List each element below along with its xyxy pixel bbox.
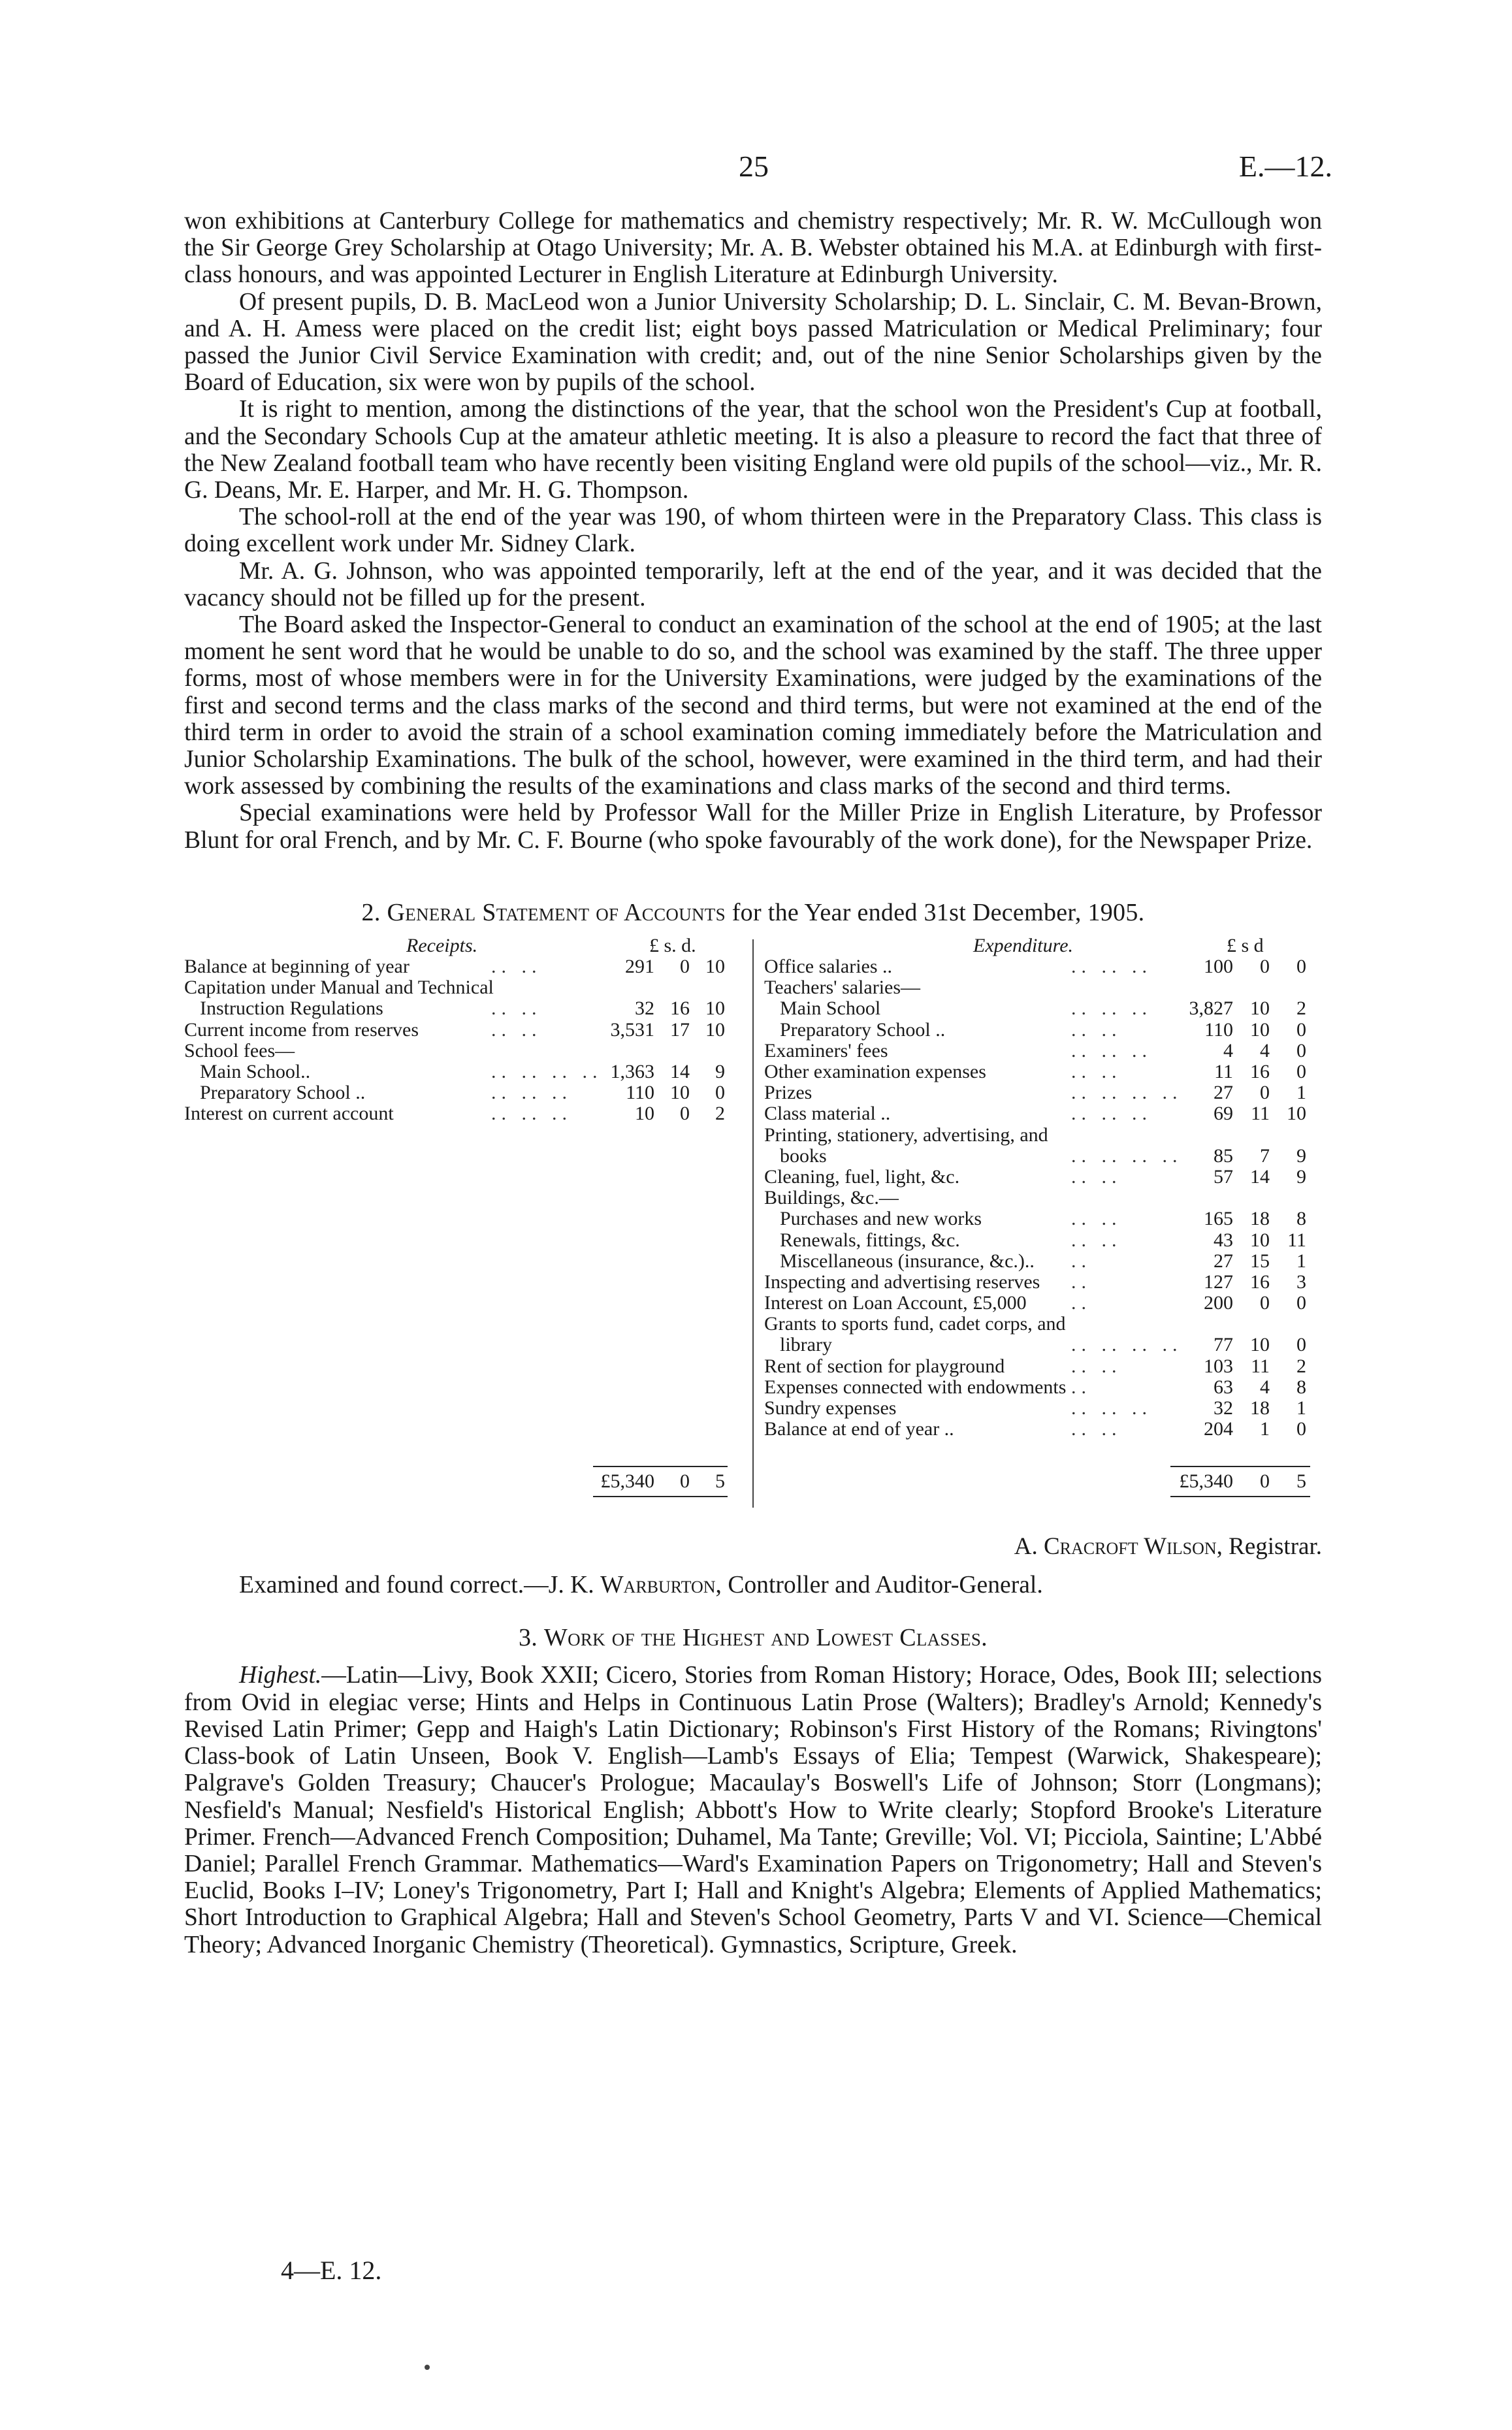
row-pounds: 69	[1214, 1103, 1233, 1125]
work-paragraph	[184, 1662, 1322, 1958]
row-description: Preparatory School ..	[780, 1018, 946, 1041]
row-description: Cleaning, fuel, light, &c.	[764, 1165, 960, 1188]
row-shillings: 16	[1250, 1271, 1270, 1293]
paragraph: Special examinations were held by Professor Wall for the Miller Prize in English Literature, by Professor Blunt for oral French, and by Mr. C. F. Bourne (who spoke favourably of the work done), for the Newspaper Prize.	[184, 800, 1322, 854]
row-shillings: 15	[1250, 1250, 1270, 1272]
row-pence: 0	[715, 1082, 725, 1104]
row-description: Buildings, &c.—	[764, 1187, 899, 1209]
account-row	[764, 1082, 1322, 1103]
row-shillings: 18	[1250, 1208, 1270, 1230]
account-row	[764, 998, 1322, 1019]
row-description: library	[780, 1334, 832, 1356]
row-pence: 1	[1296, 1397, 1306, 1419]
account-row	[764, 977, 1322, 998]
auditor-name: Warburton	[600, 1572, 716, 1599]
paragraph: The Board asked the Inspector-General to conduct an examination of the school at the end of 1905; at the last moment he sent word that he would be unable to do so, and the school was examined by the staff. The three upper forms, most of whose members were in for the University Examinations, were judged by the examinations of the first and second terms and the class marks of the second and third terms, but were not examined at the end of the third term in order to avoid the strain of a school examination coming immediately before the Matriculation and Junior Scholarship Examinations. The bulk of the school, however, were examined in the third term, and had their work assessed by combining the results of the examinations and class marks of the second and third terms.	[184, 611, 1322, 800]
row-pence: 2	[1296, 997, 1306, 1020]
registrar-title: , Registrar.	[1216, 1533, 1322, 1561]
account-row	[764, 1167, 1322, 1188]
receipts-total-shillings: 0	[680, 1470, 690, 1493]
row-description: Prizes	[764, 1082, 812, 1104]
expenditure-total-pounds: £5,340	[1179, 1470, 1233, 1493]
row-description: Interest on current account	[184, 1103, 394, 1125]
receipts-label: Receipts.	[406, 935, 478, 957]
receipts-total-pence: 5	[715, 1470, 725, 1493]
account-row	[764, 1061, 1322, 1082]
row-pounds: 100	[1204, 956, 1233, 978]
row-leader: .. ..	[1071, 1355, 1122, 1377]
row-shillings: 10	[1250, 1018, 1270, 1041]
row-leader: .. .. .. ..	[1071, 1082, 1183, 1104]
row-shillings: 7	[1260, 1144, 1270, 1167]
row-description: Purchases and new works	[780, 1208, 982, 1230]
row-pence: 10	[705, 1018, 725, 1041]
receipts-column	[184, 935, 746, 1125]
row-shillings: 0	[680, 956, 690, 978]
expenditure-total-double-rule	[1170, 1496, 1310, 1497]
row-pounds: 57	[1214, 1165, 1233, 1188]
expenditure-column	[764, 935, 1322, 1440]
receipts-total-pounds: £5,340	[600, 1470, 654, 1493]
row-leader: .. ..	[1071, 1165, 1122, 1188]
row-shillings: 16	[1250, 1061, 1270, 1083]
row-leader: .. .. .. ..	[491, 1061, 603, 1083]
account-row	[184, 1082, 746, 1103]
row-shillings: 10	[1250, 1334, 1270, 1356]
speck	[425, 2365, 430, 2370]
expenditure-total-pence: 5	[1296, 1470, 1306, 1493]
expenditure-total-shillings: 0	[1260, 1470, 1270, 1493]
row-pence: 2	[1296, 1355, 1306, 1377]
row-description: Instruction Regulations	[200, 997, 383, 1020]
row-description: Current income from reserves	[184, 1018, 419, 1041]
row-leader: .. .. ..	[491, 1082, 572, 1104]
row-pence: 8	[1296, 1208, 1306, 1230]
row-shillings: 14	[1250, 1165, 1270, 1188]
row-shillings: 4	[1260, 1039, 1270, 1061]
receipts-rows	[184, 956, 746, 1125]
row-pounds: 27	[1214, 1250, 1233, 1272]
signature-mark: 4—E. 12.	[281, 2256, 382, 2285]
account-row	[764, 1272, 1322, 1293]
receipts-total-double-rule	[593, 1496, 728, 1497]
paragraph: Mr. A. G. Johnson, who was appointed temporarily, left at the end of the year, and it was decided that the vacancy should not be filled up for the present.	[184, 557, 1322, 611]
registrar-name: A. Cracroft Wilson	[1014, 1533, 1217, 1561]
row-description: Class material ..	[764, 1103, 891, 1125]
row-pounds: 43	[1214, 1229, 1233, 1251]
row-description: Office salaries ..	[764, 956, 893, 978]
account-row	[184, 998, 746, 1019]
column-divider	[752, 939, 754, 1508]
row-pounds: 200	[1204, 1292, 1233, 1314]
row-leader: .. ..	[1071, 1229, 1122, 1251]
row-pence: 11	[1287, 1229, 1306, 1251]
receipts-header	[184, 935, 746, 956]
row-pounds: 11	[1214, 1061, 1233, 1083]
paragraph: won exhibitions at Canterbury College for mathematics and chemistry respectively; Mr. R. W. McCullough won the Sir George Grey Scholarship at Otago University; Mr. A. B. Webster obtained his M.A. at Edinburgh with first-class honours, and was appointed Lecturer in English Literature at Edinburgh University.	[184, 208, 1322, 289]
row-shillings: 1	[1260, 1418, 1270, 1440]
row-description: Inspecting and advertising reserves	[764, 1271, 1040, 1293]
row-shillings: 4	[1260, 1376, 1270, 1398]
row-leader: .. .. ..	[1071, 997, 1152, 1020]
account-row	[764, 1293, 1322, 1314]
row-shillings: 14	[670, 1061, 690, 1083]
row-description: Interest on Loan Account, £5,000	[764, 1292, 1027, 1314]
work-heading	[184, 1625, 1322, 1651]
expenditure-rows	[764, 956, 1322, 1440]
row-pounds: 3,531	[610, 1018, 654, 1041]
row-leader: .. .. .. ..	[1071, 1144, 1183, 1167]
row-pence: 10	[1287, 1103, 1306, 1125]
row-pounds: 32	[635, 997, 654, 1020]
account-row	[764, 1230, 1322, 1251]
row-pence: 10	[705, 997, 725, 1020]
account-row	[764, 1125, 1322, 1146]
row-leader: ..	[1071, 1250, 1091, 1272]
accounts-heading-suffix: for the Year ended 31st December, 1905.	[725, 898, 1145, 926]
account-row	[764, 1377, 1322, 1398]
row-leader: .. ..	[1071, 1418, 1122, 1440]
row-description: Grants to sports fund, cadet corps, and	[764, 1313, 1066, 1335]
account-row	[764, 1188, 1322, 1208]
accounts-heading-title: General Statement of Accounts	[387, 898, 726, 926]
row-leader: ..	[1071, 1271, 1091, 1293]
account-row	[764, 1356, 1322, 1377]
row-description: Examiners' fees	[764, 1039, 888, 1061]
account-row	[764, 1020, 1322, 1041]
expenditure-currency: £ s d	[1227, 935, 1264, 957]
account-row	[184, 977, 746, 998]
row-description: Renewals, fittings, &c.	[780, 1229, 960, 1251]
account-row	[184, 1103, 746, 1124]
work-heading-number: 3.	[519, 1624, 544, 1652]
row-shillings: 10	[1250, 1229, 1270, 1251]
row-description: Balance at beginning of year	[184, 956, 410, 978]
account-row	[764, 956, 1322, 977]
row-description: School fees—	[184, 1039, 295, 1061]
row-pounds: 77	[1214, 1334, 1233, 1356]
work-label: Highest.	[239, 1662, 322, 1689]
row-pence: 0	[1296, 1418, 1306, 1440]
account-row	[764, 1208, 1322, 1229]
row-pence: 2	[715, 1103, 725, 1125]
row-leader: .. ..	[491, 1018, 542, 1041]
row-pounds: 4	[1223, 1039, 1233, 1061]
receipts-total	[184, 1471, 746, 1492]
expenditure-total-rule	[1170, 1466, 1310, 1467]
auditor-suffix: , Controller and Auditor-General.	[715, 1572, 1043, 1599]
row-description: Rent of section for playground	[764, 1355, 1005, 1377]
account-row	[184, 956, 746, 977]
row-leader: .. ..	[1071, 1018, 1122, 1041]
row-description: books	[780, 1144, 827, 1167]
row-leader: ..	[1071, 1376, 1091, 1398]
row-pence: 10	[705, 956, 725, 978]
row-pounds: 127	[1204, 1271, 1233, 1293]
page-body	[184, 208, 1322, 1958]
expenditure-label: Expenditure.	[973, 935, 1074, 957]
row-pounds: 165	[1204, 1208, 1233, 1230]
row-shillings: 0	[1260, 1082, 1270, 1104]
expenditure-header	[764, 935, 1322, 956]
page-number: 25	[739, 150, 769, 183]
account-row	[764, 1251, 1322, 1272]
row-pounds: 63	[1214, 1376, 1233, 1398]
row-shillings: 18	[1250, 1397, 1270, 1419]
page-header	[0, 149, 1512, 188]
row-shillings: 11	[1251, 1103, 1270, 1125]
row-shillings: 10	[1250, 997, 1270, 1020]
row-description: Balance at end of year ..	[764, 1418, 954, 1440]
row-leader: .. ..	[491, 956, 542, 978]
expenditure-total	[764, 1471, 1322, 1492]
row-pounds: 3,827	[1189, 997, 1233, 1020]
accounts-heading	[184, 899, 1322, 926]
paragraph: The school-roll at the end of the year was 190, of whom thirteen were in the Preparatory Class. This class is doing excellent work under Mr. Sidney Clark.	[184, 504, 1322, 558]
row-shillings: 16	[670, 997, 690, 1020]
row-pence: 0	[1296, 1292, 1306, 1314]
row-leader: .. ..	[491, 997, 542, 1020]
row-pounds: 1,363	[610, 1061, 654, 1083]
row-description: Teachers' salaries—	[764, 977, 921, 999]
row-leader: .. .. ..	[491, 1103, 572, 1125]
row-pence: 1	[1296, 1082, 1306, 1104]
account-row	[764, 1103, 1322, 1124]
row-pence: 8	[1296, 1376, 1306, 1398]
paragraph: Of present pupils, D. B. MacLeod won a Junior University Scholarship; D. L. Sinclair, C. M. Bevan-Brown, and A. H. Amess were placed on the credit list; eight boys passed Matriculation or Medical Preliminary; four passed the Junior Civil Service Examination with credit; and, out of the nine Senior Scholarships given by the Board of Education, six were won by pupils of the school.	[184, 288, 1322, 397]
row-pence: 0	[1296, 1018, 1306, 1041]
account-row	[184, 1020, 746, 1041]
row-pence: 9	[1296, 1144, 1306, 1167]
row-description: Capitation under Manual and Technical	[184, 977, 494, 999]
row-leader: .. .. ..	[1071, 1103, 1152, 1125]
row-leader: .. ..	[1071, 1208, 1122, 1230]
work-heading-title: Work of the Highest and Lowest Classes.	[543, 1624, 988, 1652]
receipts-currency: £ s. d.	[649, 935, 696, 957]
row-pence: 9	[1296, 1165, 1306, 1188]
account-row	[764, 1041, 1322, 1061]
row-pounds: 110	[1204, 1018, 1233, 1041]
row-shillings: 0	[1260, 1292, 1270, 1314]
row-pence: 0	[1296, 956, 1306, 978]
row-pounds: 10	[635, 1103, 654, 1125]
row-pence: 0	[1296, 1334, 1306, 1356]
row-leader: .. .. .. ..	[1071, 1334, 1183, 1356]
account-row	[764, 1335, 1322, 1355]
row-pounds: 291	[625, 956, 654, 978]
paragraph: It is right to mention, among the distinctions of the year, that the school won the President's Cup at football, and the Secondary Schools Cup at the amateur athletic meeting. It is also a pleasure to record the fact that three of the New Zealand football team who have recently been visiting England were old pupils of the school—viz., Mr. R. G. Deans, Mr. E. Harper, and Mr. H. G. Thompson.	[184, 396, 1322, 504]
account-row	[764, 1398, 1322, 1419]
account-row	[184, 1041, 746, 1061]
row-shillings: 17	[670, 1018, 690, 1041]
auditor-prefix: Examined and found correct.—J. K.	[239, 1572, 601, 1599]
account-row	[764, 1146, 1322, 1167]
row-pence: 3	[1296, 1271, 1306, 1293]
work-text: —Latin—Livy, Book XXII; Cicero, Stories from Roman History; Horace, Odes, Book III; selections from Ovid in elegiac verse; Hints and Helps in Continuous Latin Prose (Walters); Bradley's Arnold; Kennedy's Revised Latin Primer; Gepp and Haigh's Latin Dictionary; Robinson's First History of the Romans; Rivingtons' Class-book of Latin Unseen, Book V. English—Lamb's Essays of Elia; Tempest (Warwick, Shakespeare); Palgrave's Golden Treasury; Chaucer's Prologue; Macaulay's Boswell's Life of Johnson; Storr (Longmans); Nesfield's Manual; Nesfield's Historical English; Abbott's How to Write clearly; Stopford Brooke's Literature Primer. French—Advanced French Composition; Duhamel, Ma Tante; Greville; Vol. VI; Picciola, Saintine; L'Abbé Daniel; Parallel French Grammar. Mathematics—Ward's Examination Papers on Trigonometry; Hall and Steven's Euclid, Books I–IV; Loney's Trigonometry, Part I; Hall and Knight's Algebra; Elements of Applied Mathematics; Short Introduction to Graphical Algebra; Hall and Steven's School Geometry, Parts V and VI. Science—Chemical Theory; Advanced Inorganic Chemistry (Theoretical). Gymnastics, Scripture, Greek.	[184, 1662, 1322, 1958]
row-pence: 0	[1296, 1039, 1306, 1061]
row-description: Main School..	[200, 1061, 311, 1083]
accounts-heading-number: 2.	[361, 898, 387, 926]
row-shillings: 0	[680, 1103, 690, 1125]
row-leader: .. .. ..	[1071, 1039, 1152, 1061]
row-shillings: 0	[1260, 956, 1270, 978]
row-pence: 0	[1296, 1061, 1306, 1083]
accounts-table	[184, 935, 1322, 1561]
row-description: Expenses connected with endowments	[764, 1376, 1067, 1398]
row-leader: .. ..	[1071, 1061, 1122, 1083]
row-pounds: 103	[1204, 1355, 1233, 1377]
row-description: Other examination expenses	[764, 1061, 986, 1083]
row-description: Printing, stationery, advertising, and	[764, 1124, 1048, 1146]
document-reference: E.—12.	[1238, 150, 1332, 183]
row-leader: .. .. ..	[1071, 956, 1152, 978]
row-description: Sundry expenses	[764, 1397, 897, 1419]
account-row	[764, 1419, 1322, 1440]
row-pounds: 27	[1214, 1082, 1233, 1104]
account-row	[764, 1314, 1322, 1335]
receipts-total-rule	[593, 1466, 728, 1467]
account-row	[184, 1061, 746, 1082]
row-leader: ..	[1071, 1292, 1091, 1314]
row-pence: 1	[1296, 1250, 1306, 1272]
row-pence: 9	[715, 1061, 725, 1083]
row-pounds: 204	[1204, 1418, 1233, 1440]
row-description: Preparatory School ..	[200, 1082, 366, 1104]
row-pounds: 110	[626, 1082, 654, 1104]
auditor-statement	[184, 1572, 1322, 1598]
row-shillings: 11	[1251, 1355, 1270, 1377]
row-shillings: 10	[670, 1082, 690, 1104]
row-pounds: 32	[1214, 1397, 1233, 1419]
row-description: Main School	[780, 997, 881, 1020]
row-description: Miscellaneous (insurance, &c.)..	[780, 1250, 1035, 1272]
row-leader: .. .. ..	[1071, 1397, 1152, 1419]
row-pounds: 85	[1214, 1144, 1233, 1167]
registrar-signature	[1014, 1533, 1322, 1561]
